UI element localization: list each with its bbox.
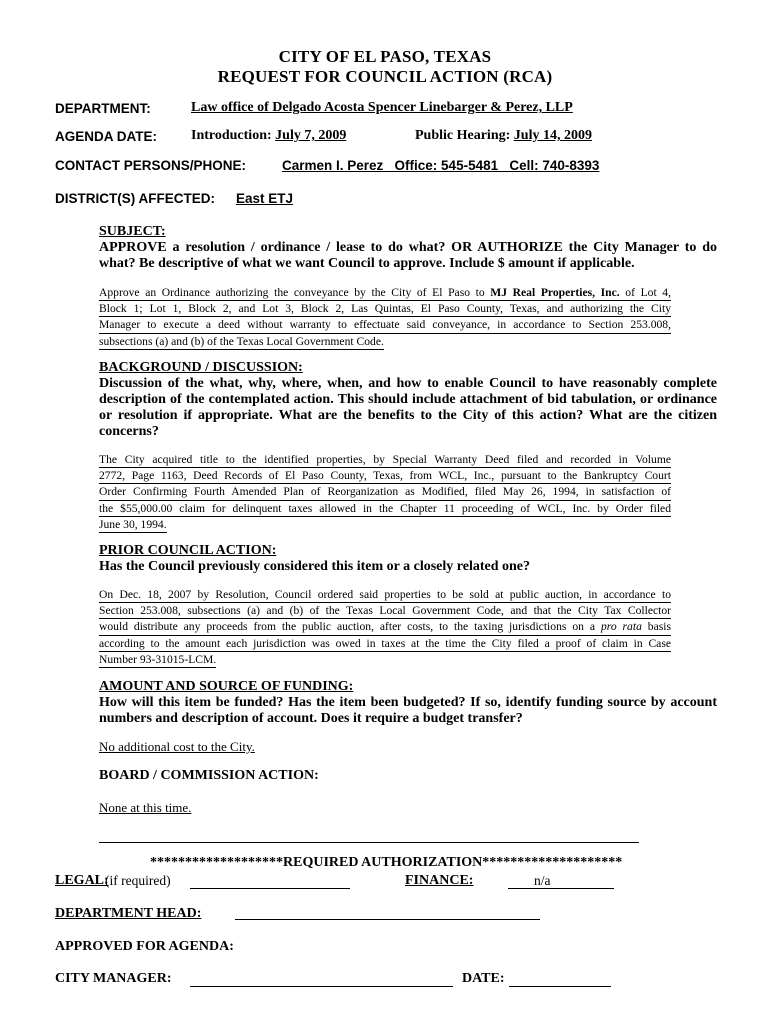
subject-line-2: Block 1; Lot 1, Block 2, and Lot 3, Block 2, Las Quintas, El Paso County, Texas, and authorizing the City [99,301,671,317]
subject-line-3: Manager to execute a deed without warranty to effectuate said conveyance, in accordance to Section 253.008, [99,317,671,333]
public-hearing-date-value: July 14, 2009 [513,128,592,143]
department-value: Law office of Delgado Acosta Spencer Linebarger & Perez, LLP [191,100,573,115]
prior-line-1: On Dec. 18, 2007 by Resolution, Council ordered said properties to be sold at public auction, in accordance to [99,587,671,603]
prior-line-3: would distribute any proceeds from the public auction, after costs, to the taxing jurisdictions on a pro rata basis [99,619,671,635]
date-line[interactable] [509,986,611,987]
introduction-date-value: July 7, 2009 [275,128,347,143]
prior-line-4: according to the amount each jurisdiction was owed in taxes at the time the City filed a proof of claim in Case [99,636,671,652]
subject-prompt: APPROVE a resolution / ordinance / lease to do what? OR AUTHORIZE the City Manager to do what? Be descriptive of what we want Council to approve. Include $ amount if applicable. [99,240,717,271]
finance-label: FINANCE: [405,873,474,888]
prior-action-prompt: Has the Council previously considered this item or a closely related one? [99,559,531,574]
board-answer: None at this time. [99,800,192,815]
subject-body [99,285,671,350]
background-line-2: 2772, Page 1163, Deed Records of El Paso County, Texas, from WCL, Inc., pursuant to the Bankruptcy Court [99,468,671,484]
prior-action-section [99,543,717,575]
contact-value: Carmen I. Perez Office: 545-5481 Cell: 740-8393 [282,158,600,173]
city-manager-signature-line[interactable] [190,986,453,987]
background-heading: BACKGROUND / DISCUSSION: [99,360,303,375]
contact-label: CONTACT PERSONS/PHONE: [55,158,247,173]
department-head-signature-line[interactable] [235,919,540,920]
district-value: East ETJ [236,191,294,206]
funding-answer: No additional cost to the City. [99,739,255,754]
date-label: DATE: [462,971,505,986]
required-authorization-banner: *******************REQUIRED AUTHORIZATION******************** [150,855,623,870]
legal-note: (if required) [105,873,171,888]
background-line-5: June 30, 1994. [99,517,167,533]
public-hearing-label: Public Hearing: [415,128,514,143]
public-hearing-date [415,128,592,144]
document-title-line2: REQUEST FOR COUNCIL ACTION (RCA) [217,67,553,86]
introduction-label: Introduction: [191,128,276,143]
background-prompt: Discussion of the what, why, where, when, and how to enable Council to have reasonably complete description of the contemplated action. This should include attachment of bid tabulation, or ordinance or resolution if appropriate. What are the benefits to the City of this action? What are the citizen concerns? [99,376,717,439]
subject-line-4: subsections (a) and (b) of the Texas Local Government Code. [99,334,384,350]
introduction-date [191,128,346,144]
legal-label: LEGAL: [55,873,109,888]
background-line-1: The City acquired title to the identified properties, by Special Warranty Deed filed and recorded in Volume [99,452,671,468]
prior-line-2: Section 253.008, subsections (a) and (b) of the Texas Local Government Code, and that the City Tax Collector [99,603,671,619]
city-manager-label: CITY MANAGER: [55,971,172,986]
subject-line-1: Approve an Ordinance authorizing the conveyance by the City of El Paso to MJ Real Properties, Inc. of Lot 4, [99,285,671,301]
approved-for-agenda-label: APPROVED FOR AGENDA: [55,939,234,954]
finance-value: n/a [534,873,551,888]
prior-action-body [99,587,671,668]
prior-action-heading: PRIOR COUNCIL ACTION: [99,543,277,558]
board-heading: BOARD / COMMISSION ACTION: [99,768,319,783]
subject-heading: SUBJECT: [99,224,166,239]
agenda-date-label: AGENDA DATE: [55,129,157,144]
subject-section [99,224,717,272]
funding-prompt: How will this item be funded? Has the item been budgeted? If so, identify funding source by account numbers and description of account. Does it require a budget transfer? [99,695,717,726]
section-divider [99,842,639,843]
background-line-3: Order Confirming Fourth Amended Plan of Reorganization as Modified, filed May 26, 1994, in satisfaction of [99,484,671,500]
funding-section [99,679,717,727]
funding-heading: AMOUNT AND SOURCE OF FUNDING: [99,679,354,694]
finance-signature-line[interactable] [508,888,614,889]
department-head-label: DEPARTMENT HEAD: [55,906,202,921]
prior-line-5: Number 93-31015-LCM. [99,652,216,668]
district-label: DISTRICT(S) AFFECTED: [55,191,215,206]
document-title-line1: CITY OF EL PASO, TEXAS [278,47,492,66]
legal-signature-line[interactable] [190,888,350,889]
background-body [99,452,671,533]
background-section [99,360,717,440]
background-line-4: the $55,000.00 claim for delinquent taxes allowed in the Chapter 11 proceeding of WCL, Inc. by Order filed [99,501,671,517]
department-label: DEPARTMENT: [55,101,151,116]
